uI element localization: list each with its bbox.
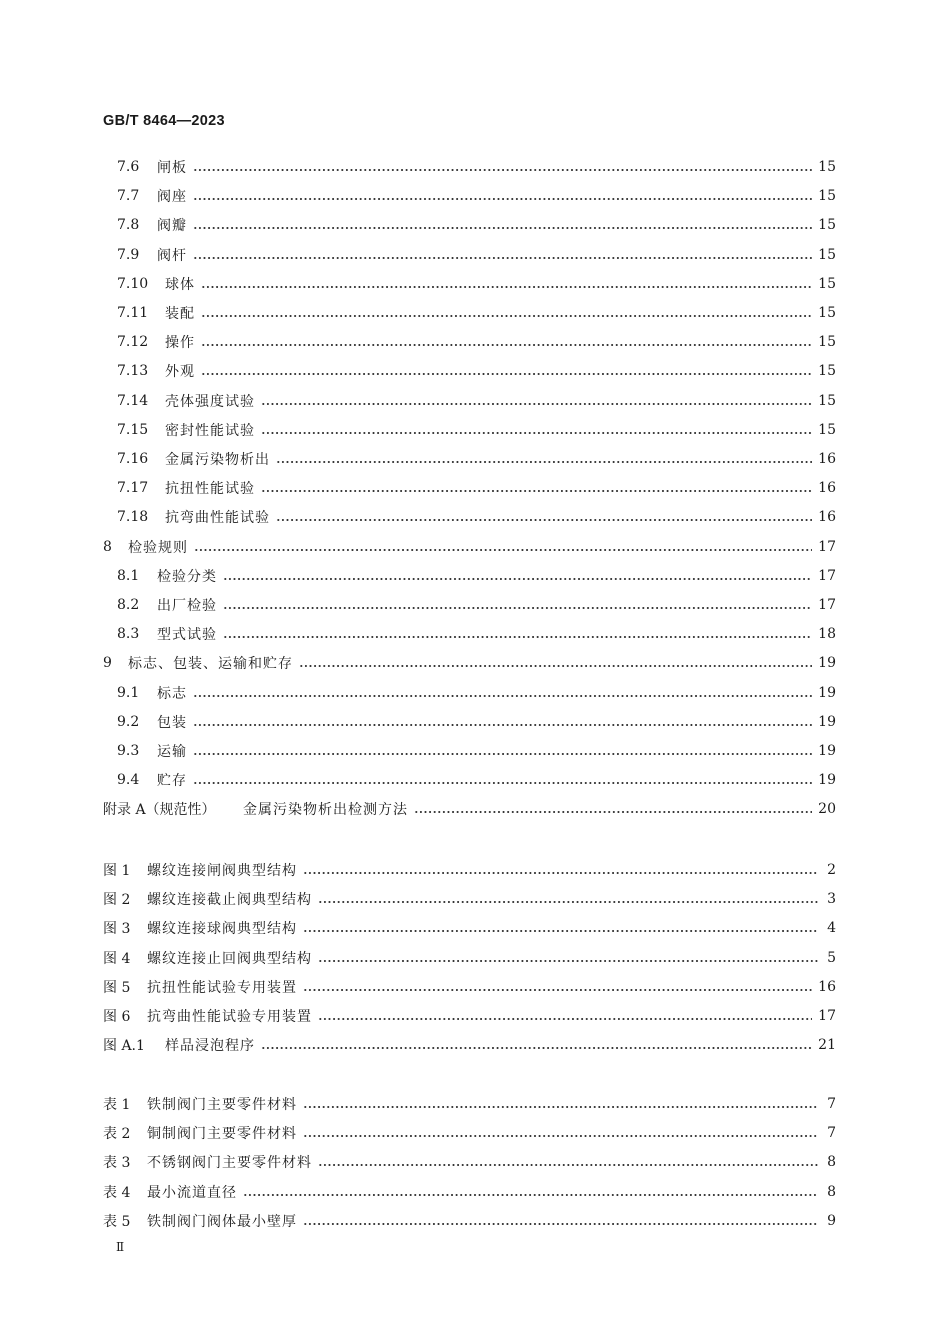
toc-entry[interactable] [103,653,836,673]
entry-number: 9.3 [117,743,140,759]
entry-number: 7.9 [117,247,140,263]
entry-page: 7 [827,1125,836,1141]
entry-title: 型式试验 [157,627,217,643]
entry-title: 金属污染物析出 [165,452,270,468]
dot-leader [193,198,812,200]
toc-entry[interactable] [103,799,836,819]
dot-leader [303,872,818,874]
entry-number: 7.15 [117,422,149,438]
dot-leader [276,461,812,463]
dot-leader [193,169,812,171]
toc-entry[interactable] [117,624,836,644]
dot-leader [223,578,812,580]
entry-title: 螺纹连接球阀典型结构 [147,921,297,937]
entry-title: 阀瓣 [157,218,187,234]
toc-entry[interactable] [117,770,836,790]
toc-entry[interactable] [117,478,836,498]
entry-page: 17 [818,568,836,584]
entry-number: 图 4 [103,951,131,967]
entry-number: 图 3 [103,921,131,937]
toc-entry[interactable] [103,537,836,557]
entry-number: 7.18 [117,509,149,525]
entry-number: 7.13 [117,363,149,379]
entry-number: 8.1 [117,568,140,584]
toc-entry[interactable] [117,245,836,265]
entry-title: 检验分类 [157,569,217,585]
table-entry[interactable] [103,1211,836,1231]
dot-leader [223,607,812,609]
entry-title: 球体 [165,277,195,293]
entry-page: 15 [818,247,836,263]
toc-entry[interactable] [117,595,836,615]
entry-number: 9.1 [117,685,140,701]
dot-leader [261,432,812,434]
toc-entry[interactable] [117,157,836,177]
table-entry[interactable] [103,1152,836,1172]
entry-title: 运输 [157,744,187,760]
entry-title: 抗弯曲性能试验 [165,510,270,526]
toc-entry[interactable] [117,391,836,411]
dot-leader [318,901,818,903]
figure-entry[interactable] [103,1006,836,1026]
entry-title: 包装 [157,715,187,731]
toc-entry[interactable] [117,741,836,761]
entry-title: 出厂检验 [157,598,217,614]
entry-number: 7.16 [117,451,149,467]
entry-number: 表 2 [103,1126,131,1142]
entry-title: 铁制阀门阀体最小壁厚 [147,1214,297,1230]
figure-entry[interactable] [103,918,836,938]
toc-entry[interactable] [117,683,836,703]
entry-title: 阀座 [157,189,187,205]
entry-number: 9.2 [117,714,140,730]
entry-number: 7.11 [117,305,149,321]
dot-leader [318,1018,812,1020]
document-code: GB/T 8464—2023 [103,113,225,129]
entry-number: 7.6 [117,159,140,175]
toc-entry[interactable] [117,332,836,352]
entry-page: 17 [818,539,836,555]
toc-entry[interactable] [117,566,836,586]
figure-entry[interactable] [103,860,836,880]
dot-leader [261,1047,812,1049]
dot-leader [303,1135,818,1137]
toc-entry[interactable] [117,274,836,294]
dot-leader [318,960,818,962]
entry-page: 16 [818,480,836,496]
entry-page: 15 [818,305,836,321]
entry-page: 7 [827,1096,836,1112]
entry-page: 3 [827,891,836,907]
entry-number: 表 5 [103,1214,131,1230]
entry-page: 16 [818,979,836,995]
dot-leader [303,930,818,932]
entry-title: 铁制阀门主要零件材料 [147,1097,297,1113]
dot-leader [193,695,812,697]
toc-entry[interactable] [117,303,836,323]
entry-title: 闸板 [157,160,187,176]
dot-leader [299,665,812,667]
dot-leader [223,636,812,638]
entry-page: 19 [818,772,836,788]
entry-number: 9.4 [117,772,140,788]
toc-entry[interactable] [117,507,836,527]
entry-page: 19 [818,685,836,701]
entry-number: 7.14 [117,393,149,409]
entry-page: 19 [818,714,836,730]
entry-title: 最小流道直径 [147,1185,237,1201]
entry-title: 铜制阀门主要零件材料 [147,1126,297,1142]
toc-entry[interactable] [117,215,836,235]
entry-title: 螺纹连接截止阀典型结构 [147,892,312,908]
dot-leader [193,724,812,726]
entry-number: 7.12 [117,334,149,350]
entry-number: 图 A.1 [103,1038,145,1054]
entry-title: 密封性能试验 [165,423,255,439]
entry-page: 15 [818,393,836,409]
entry-title: 检验规则 [128,540,188,556]
entry-number: 图 1 [103,863,131,879]
entry-number: 9 [103,655,112,671]
entry-title: 外观 [165,364,195,380]
entry-title: 壳体强度试验 [165,394,255,410]
dot-leader [276,519,812,521]
dot-leader [201,373,812,375]
table-entry[interactable] [103,1123,836,1143]
entry-page: 15 [818,334,836,350]
page-number: Ⅱ [116,1240,126,1254]
entry-page: 19 [818,743,836,759]
dot-leader [201,286,812,288]
dot-leader [243,1194,818,1196]
table-entry[interactable] [103,1094,836,1114]
entry-number: 表 4 [103,1185,131,1201]
entry-number: 图 2 [103,892,131,908]
dot-leader [303,989,812,991]
dot-leader [193,257,812,259]
entry-number: 图 5 [103,980,131,996]
entry-page: 19 [818,655,836,671]
dot-leader [194,549,812,551]
entry-title: 样品浸泡程序 [165,1038,255,1054]
dot-leader [193,782,812,784]
toc-entry[interactable] [117,361,836,381]
entry-page: 8 [827,1154,836,1170]
entry-number: 附录 A（规范性） [103,802,216,818]
entry-title: 阀杆 [157,248,187,264]
entry-title: 标志 [157,686,187,702]
dot-leader [193,753,812,755]
dot-leader [193,227,812,229]
entry-page: 9 [827,1213,836,1229]
entry-title: 不锈钢阀门主要零件材料 [147,1155,312,1171]
toc-entry[interactable] [117,712,836,732]
entry-page: 17 [818,597,836,613]
toc-entry[interactable] [117,420,836,440]
entry-page: 15 [818,276,836,292]
entry-number: 8 [103,539,112,555]
entry-page: 18 [818,626,836,642]
figure-entry[interactable] [103,948,836,968]
entry-title: 抗弯曲性能试验专用装置 [147,1009,312,1025]
dot-leader [303,1106,818,1108]
entry-number: 表 1 [103,1097,131,1113]
table-entry[interactable] [103,1182,836,1202]
entry-title: 螺纹连接止回阀典型结构 [147,951,312,967]
entry-number: 7.8 [117,217,140,233]
entry-title: 装配 [165,306,195,322]
entry-page: 16 [818,509,836,525]
dot-leader [414,811,812,813]
entry-number: 表 3 [103,1155,131,1171]
dot-leader [318,1164,818,1166]
dot-leader [201,344,812,346]
entry-number: 8.3 [117,626,140,642]
entry-title: 操作 [165,335,195,351]
figure-entry[interactable] [103,889,836,909]
entry-title: 抗扭性能试验 [165,481,255,497]
entry-page: 15 [818,217,836,233]
entry-page: 17 [818,1008,836,1024]
entry-title: 标志、包装、运输和贮存 [128,656,293,672]
entry-page: 15 [818,422,836,438]
toc-entry[interactable] [117,186,836,206]
entry-page: 15 [818,188,836,204]
entry-title: 贮存 [157,773,187,789]
entry-title: 抗扭性能试验专用装置 [147,980,297,996]
figure-entry[interactable] [103,977,836,997]
entry-page: 16 [818,451,836,467]
entry-number: 图 6 [103,1009,131,1025]
entry-page: 15 [818,159,836,175]
toc-entry[interactable] [117,449,836,469]
entry-page: 8 [827,1184,836,1200]
entry-page: 15 [818,363,836,379]
entry-page: 20 [818,801,836,817]
entry-number: 7.17 [117,480,149,496]
entry-number: 8.2 [117,597,140,613]
entry-page: 2 [827,862,836,878]
entry-page: 21 [818,1037,836,1053]
entry-page: 4 [827,920,836,936]
figure-entry[interactable] [103,1035,836,1055]
dot-leader [261,403,812,405]
entry-title: 螺纹连接闸阀典型结构 [147,863,297,879]
dot-leader [261,490,812,492]
entry-number: 7.10 [117,276,149,292]
entry-page: 5 [827,950,836,966]
dot-leader [201,315,812,317]
entry-number: 7.7 [117,188,140,204]
entry-title: 金属污染物析出检测方法 [243,802,408,818]
dot-leader [303,1223,818,1225]
